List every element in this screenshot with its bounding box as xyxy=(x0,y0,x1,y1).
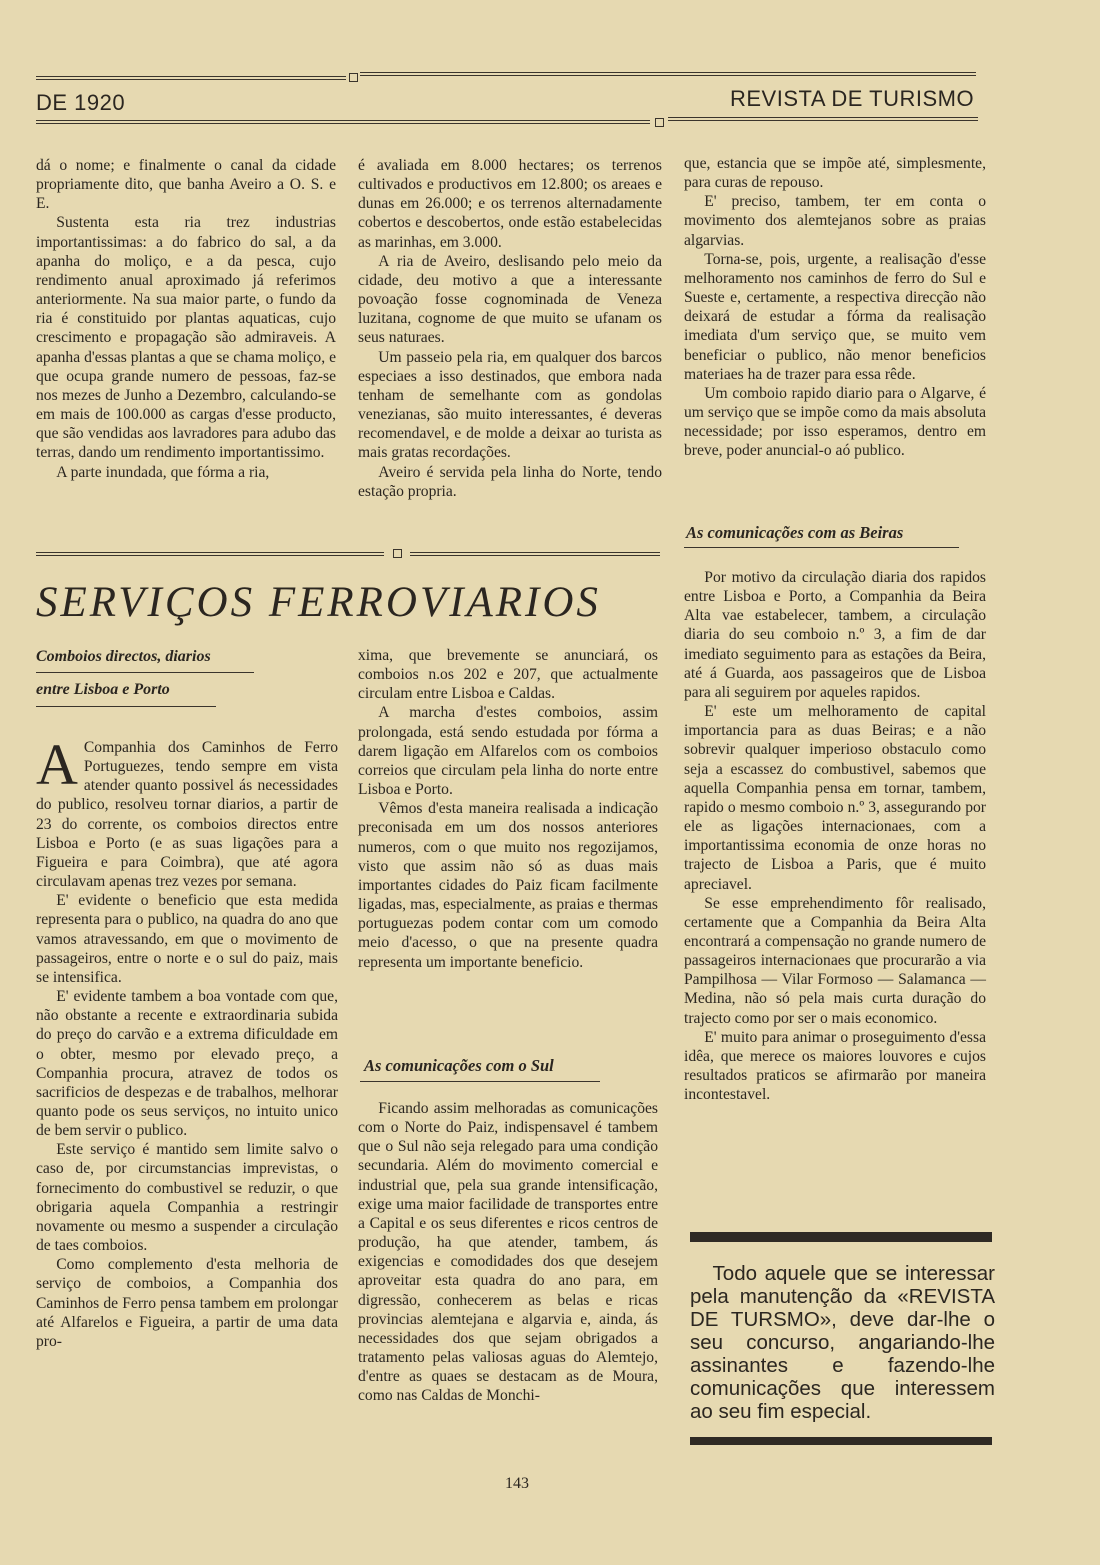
drop-cap: A xyxy=(36,732,78,797)
paragraph: A parte inundada, que fórma a ria, xyxy=(56,463,270,481)
sul-column xyxy=(358,1099,658,1406)
paragraph: E' evidente o beneficio que esta medida representa para o publico, na quadra do ano que vamos atravessando, em que o movimento de passageiros, entre o norte e o sul do paiz, mais se intensifica. xyxy=(36,892,338,986)
page-number: 143 xyxy=(505,1475,529,1492)
beiras-heading-rule xyxy=(684,547,959,548)
paragraph: Se esse emprehendimento fôr realisado, certamente que a Companhia da Beira Alta encontrará a compensação no grande numero de passageiros internacionaes que procurarão a via Pampilhosa — Vilar Formoso — Salamanca — Medina, não só pela mais curta duração do trajecto como por ser o mais economico. xyxy=(684,894,986,1027)
header-magazine-name: REVISTA DE TURISMO xyxy=(730,86,975,111)
article-subheading: Comboios directos, diarios xyxy=(36,648,211,665)
paragraph: E' muito para animar o proseguimento d'essa idêa, que merece os maiores louvores e cujos resultados praticos se afirmarão por maneira incontestavel. xyxy=(684,1028,986,1104)
paragraph: Como complemento d'esta melhoria de serviço de comboios, a Companhia dos Caminhos de Ferro pensa tambem em prolongar até Alfarelos e Figueira, a partir de uma data pro- xyxy=(36,1256,338,1350)
paragraph: xima, que brevemente se anunciará, os comboios n.os 202 e 207, que actualmente circulam entre Lisboa e Caldas. xyxy=(358,647,658,703)
header-top-rule xyxy=(36,76,346,80)
header-top-rule-right xyxy=(360,72,976,76)
subscription-notice xyxy=(690,1262,995,1423)
upper-column-1 xyxy=(36,156,336,482)
notice-bottom-band xyxy=(690,1437,992,1445)
article-column-1 xyxy=(36,732,338,1351)
ornament-square xyxy=(349,73,358,82)
upper-column-2 xyxy=(358,156,662,501)
paragraph: Torna-se, pois, urgente, a realisação d'esse melhoramento nos caminhos de ferro do Sul e Sueste e, certamente, a respectiva direcção não deixará de estudar a fórma da realisação imediata d'um serviço que, se muito vem beneficiar o publico, não menor beneficios materiaes ha de trazer para essa rêde. xyxy=(684,250,986,383)
paragraph: Ficando assim melhoradas as comunicações com o Norte do Paiz, indispensavel é tambem que o Sul não seja relegado para uma condição secundaria. Além do movimento comercial e industrial que, pela sua grande intensificação, exige uma maior facilidade de transportes entre a Capital e os seus diferentes e ricos centros de produção, ha que atender, tambem, ás exigencias e comodidades dos que desejem aproveitar esta quadra do ano para, em digressão, conhecerem as belas e ricas provincias alemtejana e algarvia e, ainda, ás necessidades dos que sejam obrigados a tratamento pelas valiosas aguas do Alemtejo, d'entre as quaes se destacam as de Moura, como nas Caldas de Monchi- xyxy=(358,1100,658,1405)
paragraph: A ria de Aveiro, deslisando pelo meio da cidade, deu motivo a que a interessante povoação fosse cognominada de Veneza luzitana, cognome de que muito se ufanam os seus naturaes. xyxy=(358,252,662,347)
notice-text: Todo aquele que se interessar pela manutenção da «REVISTA DE TURSMO», deve dar-lhe o seu concurso, angariando-lhe assinantes e fazendo-lhe comunicações que interessem ao seu fim especial. xyxy=(690,1262,995,1423)
sul-heading-rule xyxy=(360,1081,600,1082)
paragraph: Um passeio pela ria, em qualquer dos barcos especiaes a isso destinados, que embora nada tenham de semelhante com as gondolas venezianas, são muito interessantes, é deveras recomendavel, e de molde a deixar ao turista as mais gratas recordações. xyxy=(358,348,662,462)
header-bottom-rule xyxy=(36,120,650,124)
paragraph: E' evidente tambem a boa vontade com que, não obstante a recente e extraordinaria subida do preço do carvão e a extrema dificuldade em o obter, mesmo por elevado preço, a Companhia procura, atravez de todos os sacrificios de despezas e de trabalhos, melhorar quanto pode os seus serviços, no intuito unico de bem servir o publico. xyxy=(36,988,338,1140)
ornament-square xyxy=(393,549,402,558)
paragraph: que, estancia que se impõe até, simplesmente, para curas de repouso. xyxy=(684,155,986,192)
paragraph: Aveiro é servida pela linha do Norte, tendo estação propria. xyxy=(358,463,662,500)
paragraph: E' preciso, tambem, ter em conta o movimento dos alemtejanos sobre as praias algarvias. xyxy=(684,193,986,249)
subheading-rule xyxy=(36,706,216,707)
section-divider-rule-right xyxy=(410,552,660,556)
paragraph xyxy=(36,732,338,891)
paragraph: Este serviço é mantido sem limite salvo o caso de, por circumstancias imprevistas, o fornecimento do combustivel se reduzir, o que obrigaria aquela Companhia a restringir novamente ou mesmo a suspender a circulação de taes comboios. xyxy=(36,1141,338,1255)
paragraph: Sustenta esta ria trez industrias importantissimas: a do fabrico do sal, a da apanha do moliço, e a da pesca, cujo rendimento anual aproximado já referimos anteriormente. Na sua maior parte, o fundo da ria é constituido por plantas aquaticas, cujo crescimento e propagação são admiraveis. A apanha d'essas plantas a que se chama moliço, e que ocupa grande numero de pessoas, faz-se nos mezes de Junho a Dezembro, calculando-se em mais de 100.000 as cargas d'esse producto, que são vendidas aos lavradores para adubo das terras, dando um rendimento importantissimo. xyxy=(36,214,336,462)
paragraph: E' este um melhoramento de capital importancia para as duas Beiras; e a não sobrevir qualquer imperioso obstaculo como seja a escassez do combustivel, sabemos que aquella Companhia pensa em tornar, tambem, rapido o mesmo comboio n.º 3, assegurando por ele as ligações internacionaes, com a importantissima economia de onze horas no trajecto de Lisboa a Paris, que é muito apreciavel. xyxy=(684,703,986,893)
paragraph: é avaliada em 8.000 hectares; os terrenos cultivados e productivos em 12.800; os areaes e dunas em 26.000; e os terrenos alternadamente cobertos e descobertos, onde estão estabelecidas as marinhas, em 3.000. xyxy=(358,157,662,251)
header-date: DE 1920 xyxy=(36,90,126,115)
article-column-2 xyxy=(358,646,658,972)
beiras-heading: As comunicações com as Beiras xyxy=(686,523,904,542)
article-subheading: entre Lisboa e Porto xyxy=(36,681,170,698)
section-divider-rule xyxy=(36,552,384,556)
paragraph: A marcha d'estes comboios, assim prolongada, está sendo estudada por fórma a darem ligação em Alfarelos com os comboios correios que circulam pela linha do norte entre Lisboa e Porto. xyxy=(358,704,658,799)
article-title: SERVIÇOS FERROVIARIOS xyxy=(36,579,601,626)
paragraph: Por motivo da circulação diaria dos rapidos entre Lisboa e Porto, a Companhia da Beira Alta vae estabelecer, tambem, a circulação diaria do seu comboio n.º 3, a fim de dar imediato seguimento para as estações da Beira, até á Guarda, aos passageiros que de Lisboa para ali seguirem por aqueles rapidos. xyxy=(684,569,986,701)
sul-heading: As comunicações com o Sul xyxy=(364,1056,554,1075)
subheading-rule xyxy=(36,672,254,673)
header-bottom-rule-right xyxy=(668,117,978,121)
paragraph: dá o nome; e finalmente o canal da cidade propriamente dito, que banha Aveiro a O. S. e E. xyxy=(36,157,336,213)
paragraph: Um comboio rapido diario para o Algarve, é um serviço que se impõe como da mais absoluta necessidade; por isso esperamos, dentro em breve, poder anuncial-o aó publico. xyxy=(684,384,986,460)
upper-column-3 xyxy=(684,154,986,461)
paragraph: Vêmos d'esta maneira realisada a indicação preconisada em um dos nossos anteriores numeros, com o que muito nos regozijamos, visto que assim não só as duas mais importantes cidades do Paiz ficam facilmente ligadas, mas, especialmente, as praias e thermas portuguezas podem contar com um comodo meio d'acesso, o que na presente quadra representa um importante beneficio. xyxy=(358,800,658,971)
paragraph-text: Companhia dos Caminhos de Ferro Portuguezes, tendo sempre em vista atender quanto possivel ás necessidades do publico, resolveu tornar diarios, a partir de 23 do corrente, os comboios directos entre Lisboa e Porto (e as suas ligações para a Figueira e para Coimbra), que até agora circulavam apenas trez vezes por semana. xyxy=(36,739,338,891)
ornament-square xyxy=(655,118,664,127)
beiras-column xyxy=(684,568,986,1104)
notice-top-band xyxy=(690,1232,992,1242)
